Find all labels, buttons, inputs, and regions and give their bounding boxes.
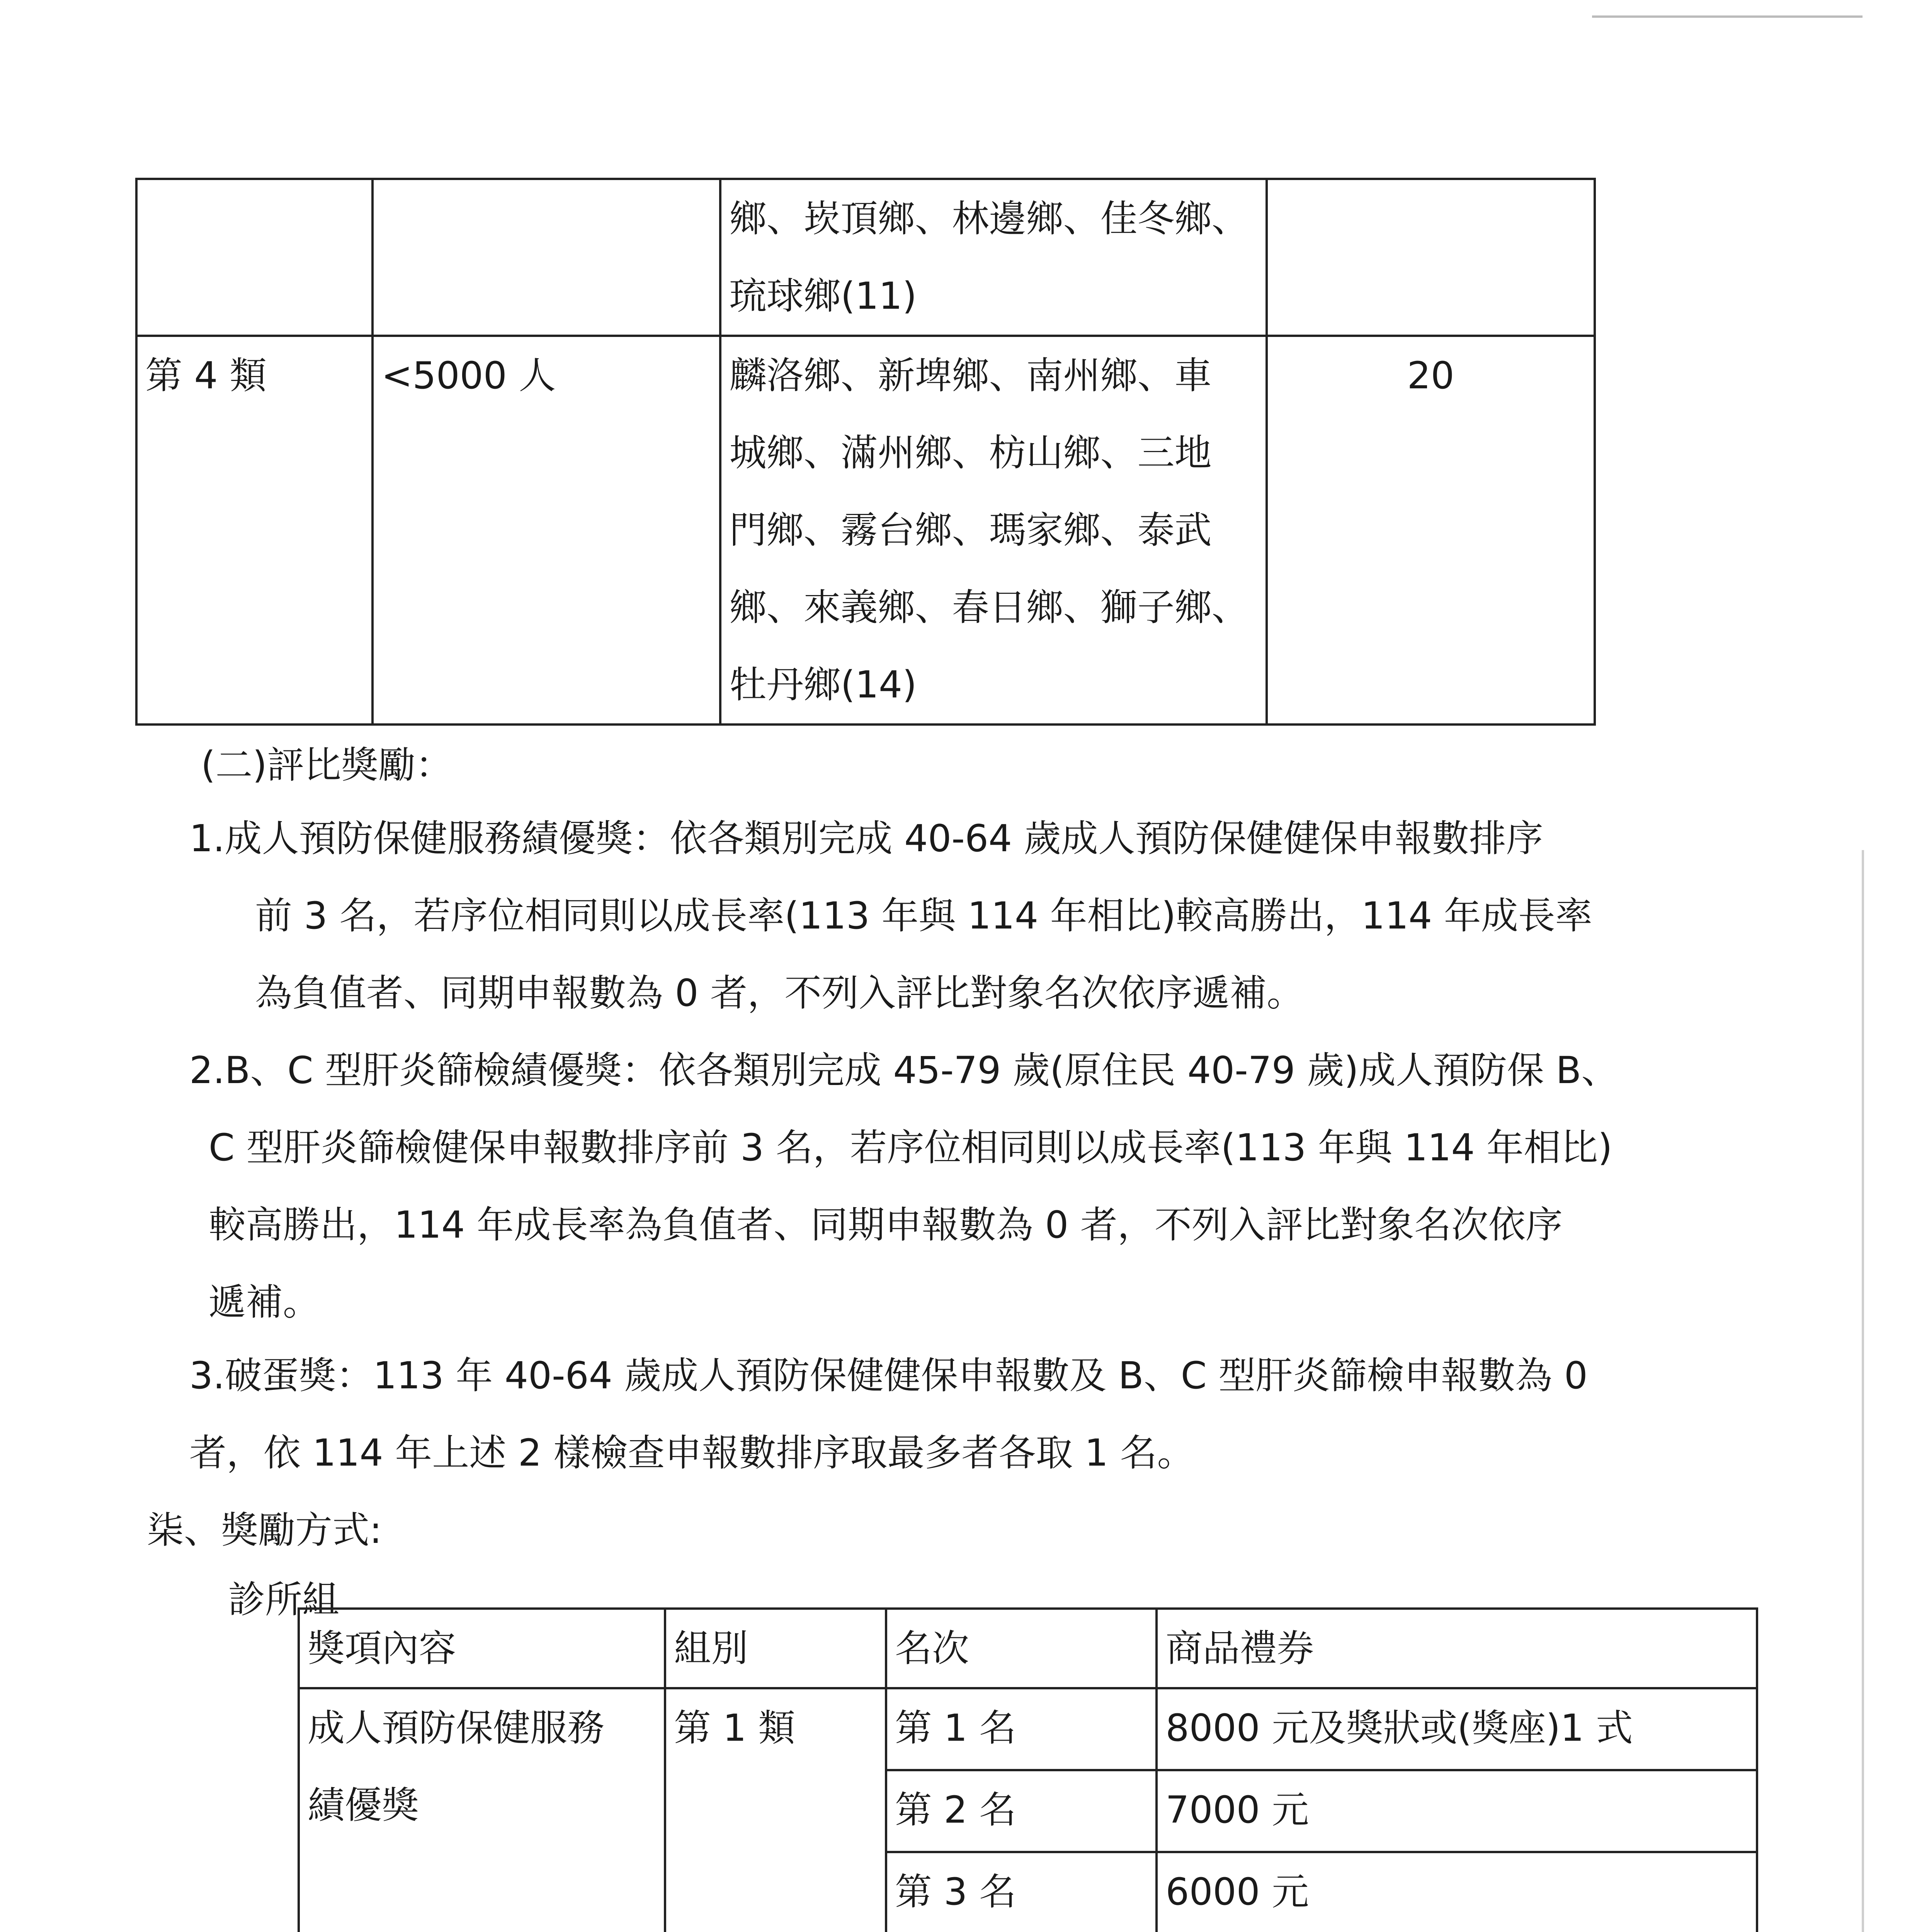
award-item-1-line: 1.成人預防保健服務績優獎：依各類別完成 40-64 歲成人預防保健健保申報數排序: [189, 817, 1543, 860]
townships-cell: [720, 336, 1267, 724]
award-item-1-line: 為負值者、同期申報數為 0 者，不列入評比對象名次依序遞補。: [255, 971, 1304, 1015]
scan-artifact-line: [1862, 850, 1864, 1932]
method-heading: 柒、獎勵方式:: [147, 1509, 382, 1552]
population-cell: <5000 人: [373, 336, 720, 724]
award-item-3-line: 3.破蛋獎：113 年 40-64 歲成人預防保健健保申報數及 B、C 型肝炎篩檢申報數為 0: [189, 1354, 1588, 1397]
townships-cell: [720, 179, 1267, 336]
award-name-cell: [299, 1688, 665, 1932]
header-cell: 名次: [886, 1609, 1157, 1688]
table-row: [136, 336, 1595, 724]
townships-line: 門鄉、霧台鄉、瑪家鄉、泰武: [729, 509, 1212, 552]
townships-line: 鄉、來義鄉、春日鄉、獅子鄉、: [729, 586, 1249, 629]
population-cell: [373, 179, 720, 336]
award-name-line: 績優獎: [308, 1784, 419, 1827]
award-name-line: 成人預防保健服務: [308, 1706, 604, 1750]
prize-cell: 8000 元及獎狀或(獎座)1 式: [1157, 1688, 1757, 1770]
table-header-row: [299, 1609, 1757, 1688]
count-cell: 20: [1267, 336, 1595, 724]
townships-line: 鄉、崁頂鄉、林邊鄉、佳冬鄉、: [729, 197, 1249, 240]
rank-cell: 第 3 名: [886, 1852, 1157, 1932]
award-item-2-line: C 型肝炎篩檢健保申報數排序前 3 名，若序位相同則以成長率(113 年與 114 年相比): [209, 1126, 1613, 1169]
table-row: [136, 179, 1595, 336]
clinic-group-label: 診所組: [228, 1578, 339, 1621]
award-item-2-line: 遞補。: [209, 1281, 320, 1324]
rank-cell: 第 1 名: [886, 1688, 1157, 1770]
header-cell: 獎項內容: [299, 1609, 665, 1688]
count-cell: [1267, 179, 1595, 336]
rank-cell: 第 2 名: [886, 1770, 1157, 1852]
prize-cell: 7000 元: [1157, 1770, 1757, 1852]
townships-line: 琉球鄉(11): [729, 274, 917, 318]
table-row: [299, 1688, 1757, 1770]
header-cell: 組別: [665, 1609, 886, 1688]
prize-cell: 6000 元: [1157, 1852, 1757, 1932]
townships-line: 牡丹鄉(14): [729, 663, 917, 706]
awards-heading: (二)評比獎勵：: [201, 743, 452, 787]
reward-table: [298, 1607, 1758, 1932]
category-cell: [136, 179, 373, 336]
award-item-2-line: 較高勝出，114 年成長率為負值者、同期申報數為 0 者，不列入評比對象名次依序: [209, 1203, 1563, 1247]
award-item-2-line: 2.B、C 型肝炎篩檢績優獎：依各類別完成 45-79 歲(原住民 40-79 歲)成人預防保 B、: [189, 1049, 1619, 1092]
townships-line: 麟洛鄉、新埤鄉、南州鄉、車: [729, 354, 1212, 397]
award-item-3-line: 者，依 114 年上述 2 樣檢查申報數排序取最多者各取 1 名。: [189, 1431, 1194, 1475]
township-category-table: [135, 178, 1596, 726]
category-cell: 第 4 類: [136, 336, 373, 724]
scan-artifact-line: [1592, 15, 1863, 18]
group-cell: 第 1 類: [665, 1688, 886, 1932]
award-item-1-line: 前 3 名，若序位相同則以成長率(113 年與 114 年相比)較高勝出，114 年成長率: [255, 894, 1592, 937]
header-cell: 商品禮券: [1157, 1609, 1757, 1688]
townships-line: 城鄉、滿州鄉、枋山鄉、三地: [729, 431, 1212, 474]
